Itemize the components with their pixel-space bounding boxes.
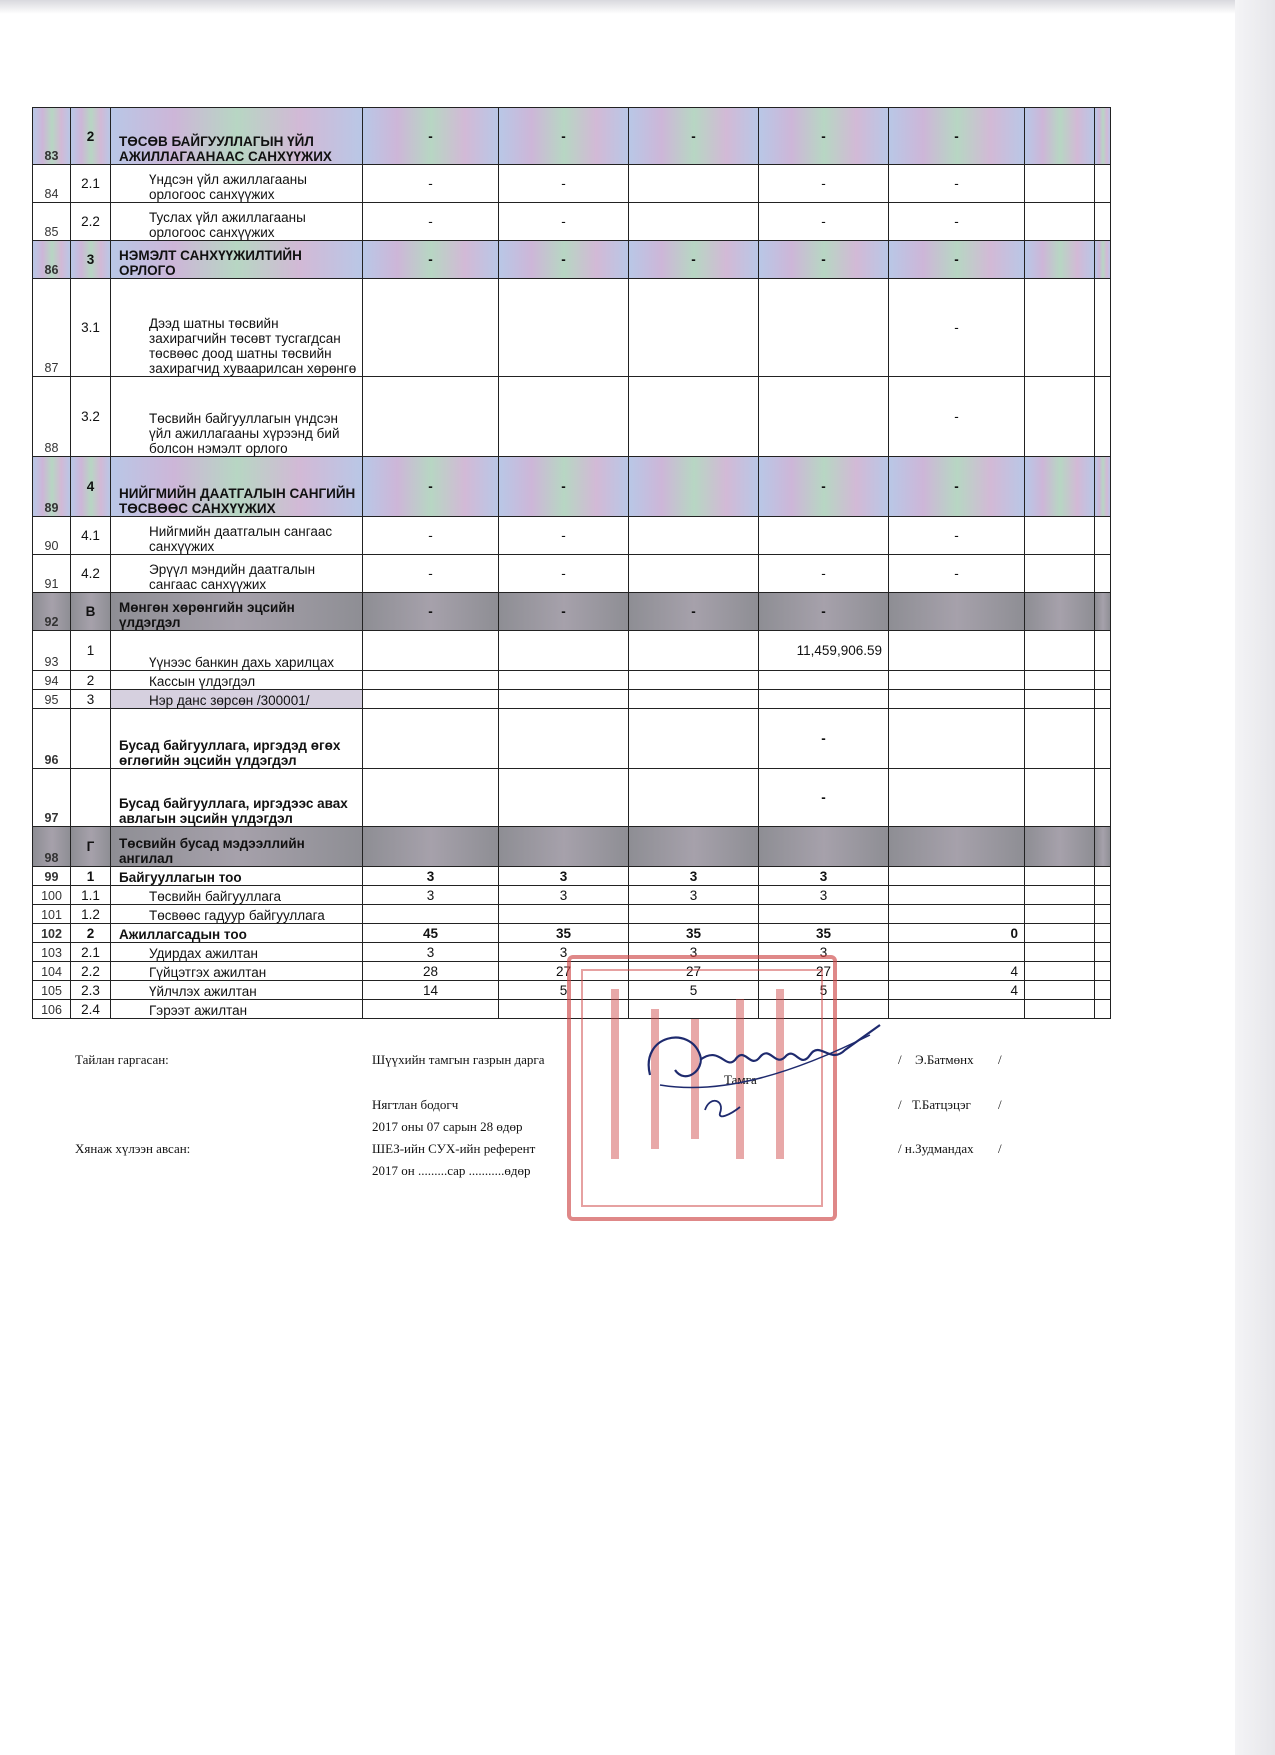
row-number-cell: 86 bbox=[33, 241, 71, 279]
value-cell: 35 bbox=[759, 924, 889, 943]
table-row bbox=[33, 517, 1111, 555]
row-code-cell: 1.2 bbox=[71, 905, 111, 924]
value-cell bbox=[1025, 924, 1095, 943]
value-cell bbox=[363, 690, 499, 709]
value-cell bbox=[629, 671, 759, 690]
row-code-cell: 2.2 bbox=[71, 203, 111, 241]
value-cell: 5 bbox=[499, 981, 629, 1000]
row-number-cell: 87 bbox=[33, 279, 71, 377]
table-row bbox=[33, 593, 1111, 631]
table-row bbox=[33, 631, 1111, 671]
table-row bbox=[33, 709, 1111, 769]
value-cell bbox=[1025, 690, 1095, 709]
value-cell: - bbox=[759, 457, 889, 517]
value-cell bbox=[889, 886, 1025, 905]
table-edge-cell bbox=[1095, 377, 1111, 457]
value-cell: - bbox=[759, 593, 889, 631]
value-cell: 3 bbox=[759, 943, 889, 962]
table-edge-cell bbox=[1095, 1000, 1111, 1019]
value-cell: 5 bbox=[629, 981, 759, 1000]
table-edge-cell bbox=[1095, 555, 1111, 593]
value-cell bbox=[889, 827, 1025, 867]
value-cell bbox=[1025, 981, 1095, 1000]
value-cell: 3 bbox=[759, 886, 889, 905]
value-cell: - bbox=[889, 108, 1025, 165]
value-cell bbox=[1025, 867, 1095, 886]
value-cell: - bbox=[499, 165, 629, 203]
value-cell bbox=[889, 709, 1025, 769]
row-number-cell: 98 bbox=[33, 827, 71, 867]
row-description-cell: Туслах үйл ажиллагааны орлогоос санхүүжих bbox=[111, 203, 363, 241]
value-cell bbox=[499, 279, 629, 377]
table-edge-cell bbox=[1095, 769, 1111, 827]
table-edge-cell bbox=[1095, 593, 1111, 631]
row-number-cell: 84 bbox=[33, 165, 71, 203]
value-cell bbox=[499, 377, 629, 457]
value-cell bbox=[1025, 377, 1095, 457]
value-cell: 27 bbox=[629, 962, 759, 981]
row-description-cell: НИЙГМИЙН ДААТГАЛЫН САНГИЙН ТӨСВӨӨС САНХҮҮЖИХ bbox=[111, 457, 363, 517]
value-cell: - bbox=[889, 457, 1025, 517]
value-cell: 3 bbox=[363, 943, 499, 962]
table-edge-cell bbox=[1095, 943, 1111, 962]
value-cell: - bbox=[363, 203, 499, 241]
table-row bbox=[33, 690, 1111, 709]
row-description-cell: НЭМЭЛТ САНХҮҮЖИЛТИЙН ОРЛОГО bbox=[111, 241, 363, 279]
value-cell bbox=[629, 631, 759, 671]
table-edge-cell bbox=[1095, 981, 1111, 1000]
row-code-cell: 2 bbox=[71, 108, 111, 165]
table-row bbox=[33, 905, 1111, 924]
value-cell: - bbox=[499, 108, 629, 165]
table-row bbox=[33, 377, 1111, 457]
table-edge-cell bbox=[1095, 517, 1111, 555]
row-code-cell: 3.2 bbox=[71, 377, 111, 457]
value-cell: - bbox=[759, 203, 889, 241]
table-row bbox=[33, 886, 1111, 905]
value-cell bbox=[1025, 631, 1095, 671]
value-cell: - bbox=[759, 769, 889, 827]
row-number-cell: 83 bbox=[33, 108, 71, 165]
value-cell bbox=[629, 457, 759, 517]
value-cell bbox=[1025, 279, 1095, 377]
value-cell: 4 bbox=[889, 962, 1025, 981]
value-cell bbox=[1025, 671, 1095, 690]
row-number-cell: 97 bbox=[33, 769, 71, 827]
referent-name: / н.Зудмандах bbox=[898, 1141, 974, 1156]
value-cell bbox=[499, 905, 629, 924]
row-code-cell: В bbox=[71, 593, 111, 631]
table-edge-cell bbox=[1095, 165, 1111, 203]
value-cell: - bbox=[889, 279, 1025, 377]
row-number-cell: 89 bbox=[33, 457, 71, 517]
row-code-cell: 2.1 bbox=[71, 943, 111, 962]
referent-title: ШЕЗ-ийн СУХ-ийн референт bbox=[372, 1141, 536, 1156]
table-row bbox=[33, 108, 1111, 165]
value-cell: 14 bbox=[363, 981, 499, 1000]
value-cell bbox=[889, 671, 1025, 690]
row-number-cell: 96 bbox=[33, 709, 71, 769]
value-cell bbox=[629, 827, 759, 867]
table-row bbox=[33, 827, 1111, 867]
value-cell: - bbox=[759, 709, 889, 769]
value-cell: - bbox=[499, 555, 629, 593]
row-description-cell: ТӨСӨВ БАЙГУУЛЛАГЫН ҮЙЛ АЖИЛЛАГААНААС САНХҮҮЖИХ bbox=[111, 108, 363, 165]
row-description-cell: Гэрээт ажилтан bbox=[111, 1000, 363, 1019]
value-cell bbox=[363, 671, 499, 690]
value-cell bbox=[499, 709, 629, 769]
value-cell: 4 bbox=[889, 981, 1025, 1000]
value-cell bbox=[499, 631, 629, 671]
accountant-title: Нягтлан бодогч bbox=[372, 1097, 459, 1112]
row-description-cell: Үйлчлэх ажилтан bbox=[111, 981, 363, 1000]
value-cell bbox=[889, 1000, 1025, 1019]
table-row bbox=[33, 165, 1111, 203]
table-edge-cell bbox=[1095, 886, 1111, 905]
value-cell bbox=[499, 769, 629, 827]
scan-page-edge bbox=[1235, 0, 1275, 1755]
value-cell: 11,459,906.59 bbox=[759, 631, 889, 671]
value-cell: - bbox=[759, 555, 889, 593]
value-cell bbox=[629, 279, 759, 377]
value-cell bbox=[1025, 555, 1095, 593]
row-description-cell: Байгууллагын тоо bbox=[111, 867, 363, 886]
value-cell bbox=[759, 279, 889, 377]
value-cell: - bbox=[889, 165, 1025, 203]
row-description-cell: Нэр данс зөрсөн /300001/ bbox=[111, 690, 363, 709]
table-row bbox=[33, 203, 1111, 241]
value-cell bbox=[1025, 593, 1095, 631]
row-number-cell: 105 bbox=[33, 981, 71, 1000]
value-cell bbox=[363, 279, 499, 377]
value-cell bbox=[499, 827, 629, 867]
row-description-cell: Кассын үлдэгдэл bbox=[111, 671, 363, 690]
row-description-cell: Гүйцэтгэх ажилтан bbox=[111, 962, 363, 981]
head-name: Э.Батмөнх bbox=[915, 1052, 974, 1067]
value-cell bbox=[363, 905, 499, 924]
row-code-cell: Г bbox=[71, 827, 111, 867]
value-cell: 35 bbox=[629, 924, 759, 943]
row-code-cell: 1.1 bbox=[71, 886, 111, 905]
value-cell bbox=[1025, 241, 1095, 279]
row-number-cell: 91 bbox=[33, 555, 71, 593]
table-edge-cell bbox=[1095, 631, 1111, 671]
value-cell bbox=[889, 631, 1025, 671]
value-cell: 3 bbox=[499, 943, 629, 962]
value-cell bbox=[629, 709, 759, 769]
value-cell bbox=[363, 709, 499, 769]
value-cell: - bbox=[499, 517, 629, 555]
value-cell: - bbox=[889, 241, 1025, 279]
row-description-cell: Үүнээс банкин дахь харилцах bbox=[111, 631, 363, 671]
value-cell: 3 bbox=[629, 943, 759, 962]
value-cell bbox=[363, 1000, 499, 1019]
value-cell bbox=[759, 905, 889, 924]
row-description-cell: Төсвөөс гадуур байгууллага bbox=[111, 905, 363, 924]
table-edge-cell bbox=[1095, 709, 1111, 769]
row-number-cell: 106 bbox=[33, 1000, 71, 1019]
value-cell bbox=[1025, 905, 1095, 924]
row-code-cell: 2.1 bbox=[71, 165, 111, 203]
value-cell: 28 bbox=[363, 962, 499, 981]
value-cell: - bbox=[889, 555, 1025, 593]
reviewed-date: 2017 он .........сар ...........өдөр bbox=[372, 1163, 531, 1178]
table-edge-cell bbox=[1095, 905, 1111, 924]
row-code-cell: 4 bbox=[71, 457, 111, 517]
value-cell: 3 bbox=[499, 886, 629, 905]
value-cell bbox=[1025, 457, 1095, 517]
value-cell bbox=[759, 690, 889, 709]
value-cell bbox=[363, 827, 499, 867]
value-cell bbox=[629, 690, 759, 709]
table-row bbox=[33, 671, 1111, 690]
value-cell bbox=[759, 517, 889, 555]
table-edge-cell bbox=[1095, 962, 1111, 981]
value-cell bbox=[759, 671, 889, 690]
value-cell bbox=[1025, 962, 1095, 981]
accountant-slash: / bbox=[898, 1097, 902, 1112]
value-cell bbox=[1025, 827, 1095, 867]
table-edge-cell bbox=[1095, 671, 1111, 690]
value-cell bbox=[629, 165, 759, 203]
row-number-cell: 94 bbox=[33, 671, 71, 690]
row-description-cell: Төсвийн байгууллага bbox=[111, 886, 363, 905]
value-cell bbox=[629, 905, 759, 924]
row-code-cell: 4.1 bbox=[71, 517, 111, 555]
table-edge-cell bbox=[1095, 279, 1111, 377]
value-cell bbox=[629, 377, 759, 457]
value-cell: 27 bbox=[759, 962, 889, 981]
row-code-cell: 2.3 bbox=[71, 981, 111, 1000]
row-description-cell: Үндсэн үйл ажиллагааны орлогоос санхүүжих bbox=[111, 165, 363, 203]
row-number-cell: 103 bbox=[33, 943, 71, 962]
row-number-cell: 88 bbox=[33, 377, 71, 457]
value-cell bbox=[1025, 1000, 1095, 1019]
budget-report-table bbox=[32, 107, 1111, 1019]
row-code-cell: 2.2 bbox=[71, 962, 111, 981]
accountant-name: Т.Батцэцэг bbox=[912, 1097, 971, 1112]
row-description-cell: Төсвийн бусад мэдээллийн ангилал bbox=[111, 827, 363, 867]
prepared-by-label: Тайлан гаргасан: bbox=[75, 1052, 169, 1067]
value-cell: 3 bbox=[629, 867, 759, 886]
row-description-cell: Дээд шатны төсвийн захирагчийн төсөвт тусгагдсан төсвөөс доод шатны төсвийн захирагчид хуваарилсан хөрөнгө bbox=[111, 279, 363, 377]
row-description-cell: Мөнгөн хөрөнгийн эцсийн үлдэгдэл bbox=[111, 593, 363, 631]
referent-end: / bbox=[998, 1141, 1002, 1156]
value-cell bbox=[1025, 108, 1095, 165]
table-edge-cell bbox=[1095, 690, 1111, 709]
row-number-cell: 85 bbox=[33, 203, 71, 241]
row-code-cell: 3.1 bbox=[71, 279, 111, 377]
prepared-date: 2017 оны 07 сарын 28 өдөр bbox=[372, 1119, 523, 1134]
row-code-cell: 4.2 bbox=[71, 555, 111, 593]
row-code-cell bbox=[71, 769, 111, 827]
head-end: / bbox=[998, 1052, 1002, 1067]
value-cell bbox=[629, 517, 759, 555]
value-cell: - bbox=[629, 108, 759, 165]
value-cell: 3 bbox=[499, 867, 629, 886]
row-number-cell: 93 bbox=[33, 631, 71, 671]
row-number-cell: 95 bbox=[33, 690, 71, 709]
row-number-cell: 100 bbox=[33, 886, 71, 905]
row-number-cell: 102 bbox=[33, 924, 71, 943]
value-cell: 45 bbox=[363, 924, 499, 943]
value-cell bbox=[629, 769, 759, 827]
value-cell bbox=[629, 555, 759, 593]
value-cell: - bbox=[889, 517, 1025, 555]
row-number-cell: 101 bbox=[33, 905, 71, 924]
value-cell: 3 bbox=[363, 867, 499, 886]
table-row bbox=[33, 241, 1111, 279]
table-edge-cell bbox=[1095, 867, 1111, 886]
value-cell: - bbox=[363, 241, 499, 279]
value-cell: - bbox=[363, 108, 499, 165]
value-cell bbox=[889, 905, 1025, 924]
value-cell bbox=[499, 671, 629, 690]
value-cell: - bbox=[363, 165, 499, 203]
value-cell bbox=[1025, 517, 1095, 555]
value-cell bbox=[1025, 709, 1095, 769]
row-description-cell: Төсвийн байгууллагын үндсэн үйл ажиллагааны хүрээнд бий болсон нэмэлт орлого bbox=[111, 377, 363, 457]
value-cell: - bbox=[499, 457, 629, 517]
value-cell: - bbox=[759, 108, 889, 165]
row-code-cell: 3 bbox=[71, 690, 111, 709]
value-cell: - bbox=[499, 203, 629, 241]
accountant-end: / bbox=[998, 1097, 1002, 1112]
value-cell: 5 bbox=[759, 981, 889, 1000]
scan-top-shadow bbox=[0, 0, 1235, 14]
value-cell bbox=[1025, 203, 1095, 241]
table-edge-cell bbox=[1095, 203, 1111, 241]
value-cell: 27 bbox=[499, 962, 629, 981]
row-description-cell: Ажиллагсадын тоо bbox=[111, 924, 363, 943]
reviewed-by-label: Хянаж хүлээн авсан: bbox=[75, 1141, 191, 1156]
table-edge-cell bbox=[1095, 827, 1111, 867]
head-title: Шүүхийн тамгын газрын дарга bbox=[372, 1052, 545, 1067]
value-cell: - bbox=[363, 555, 499, 593]
value-cell: - bbox=[629, 593, 759, 631]
row-code-cell: 2 bbox=[71, 671, 111, 690]
value-cell bbox=[759, 377, 889, 457]
value-cell: - bbox=[889, 377, 1025, 457]
value-cell: - bbox=[889, 203, 1025, 241]
value-cell: - bbox=[759, 241, 889, 279]
value-cell bbox=[629, 203, 759, 241]
table-row bbox=[33, 555, 1111, 593]
value-cell: - bbox=[363, 593, 499, 631]
value-cell: - bbox=[363, 457, 499, 517]
table-row bbox=[33, 457, 1111, 517]
value-cell bbox=[759, 827, 889, 867]
row-code-cell: 2.4 bbox=[71, 1000, 111, 1019]
row-description-cell: Нийгмийн даатгалын сангаас санхүүжих bbox=[111, 517, 363, 555]
value-cell bbox=[363, 631, 499, 671]
value-cell bbox=[889, 867, 1025, 886]
row-description-cell: Бусад байгууллага, иргэдэд өгөх өглөгийн эцсийн үлдэгдэл bbox=[111, 709, 363, 769]
row-number-cell: 92 bbox=[33, 593, 71, 631]
value-cell bbox=[889, 690, 1025, 709]
row-code-cell bbox=[71, 709, 111, 769]
table-row bbox=[33, 769, 1111, 827]
value-cell: 3 bbox=[363, 886, 499, 905]
value-cell bbox=[889, 943, 1025, 962]
row-code-cell: 1 bbox=[71, 867, 111, 886]
table-edge-cell bbox=[1095, 108, 1111, 165]
value-cell bbox=[1025, 165, 1095, 203]
head-slash: / bbox=[898, 1052, 902, 1067]
row-code-cell: 2 bbox=[71, 924, 111, 943]
row-description-cell: Бусад байгууллага, иргэдээс авах авлагын эцсийн үлдэгдэл bbox=[111, 769, 363, 827]
value-cell bbox=[1025, 886, 1095, 905]
value-cell bbox=[1025, 769, 1095, 827]
table-edge-cell bbox=[1095, 457, 1111, 517]
value-cell bbox=[363, 377, 499, 457]
value-cell bbox=[889, 769, 1025, 827]
value-cell bbox=[499, 690, 629, 709]
stamp-label: Тамга bbox=[724, 1072, 757, 1087]
row-description-cell: Удирдах ажилтан bbox=[111, 943, 363, 962]
table-edge-cell bbox=[1095, 241, 1111, 279]
value-cell: - bbox=[499, 241, 629, 279]
table-row bbox=[33, 867, 1111, 886]
value-cell: - bbox=[629, 241, 759, 279]
row-number-cell: 99 bbox=[33, 867, 71, 886]
value-cell bbox=[1025, 943, 1095, 962]
value-cell: - bbox=[363, 517, 499, 555]
value-cell: - bbox=[499, 593, 629, 631]
value-cell bbox=[363, 769, 499, 827]
row-number-cell: 90 bbox=[33, 517, 71, 555]
row-code-cell: 3 bbox=[71, 241, 111, 279]
handwritten-signature bbox=[630, 1015, 890, 1135]
value-cell: 35 bbox=[499, 924, 629, 943]
table-row bbox=[33, 924, 1111, 943]
value-cell: - bbox=[759, 165, 889, 203]
table-row bbox=[33, 279, 1111, 377]
row-description-cell: Эрүүл мэндийн даатгалын сангаас санхүүжих bbox=[111, 555, 363, 593]
row-number-cell: 104 bbox=[33, 962, 71, 981]
value-cell: 0 bbox=[889, 924, 1025, 943]
value-cell: 3 bbox=[629, 886, 759, 905]
row-code-cell: 1 bbox=[71, 631, 111, 671]
table-edge-cell bbox=[1095, 924, 1111, 943]
value-cell: 3 bbox=[759, 867, 889, 886]
value-cell bbox=[889, 593, 1025, 631]
